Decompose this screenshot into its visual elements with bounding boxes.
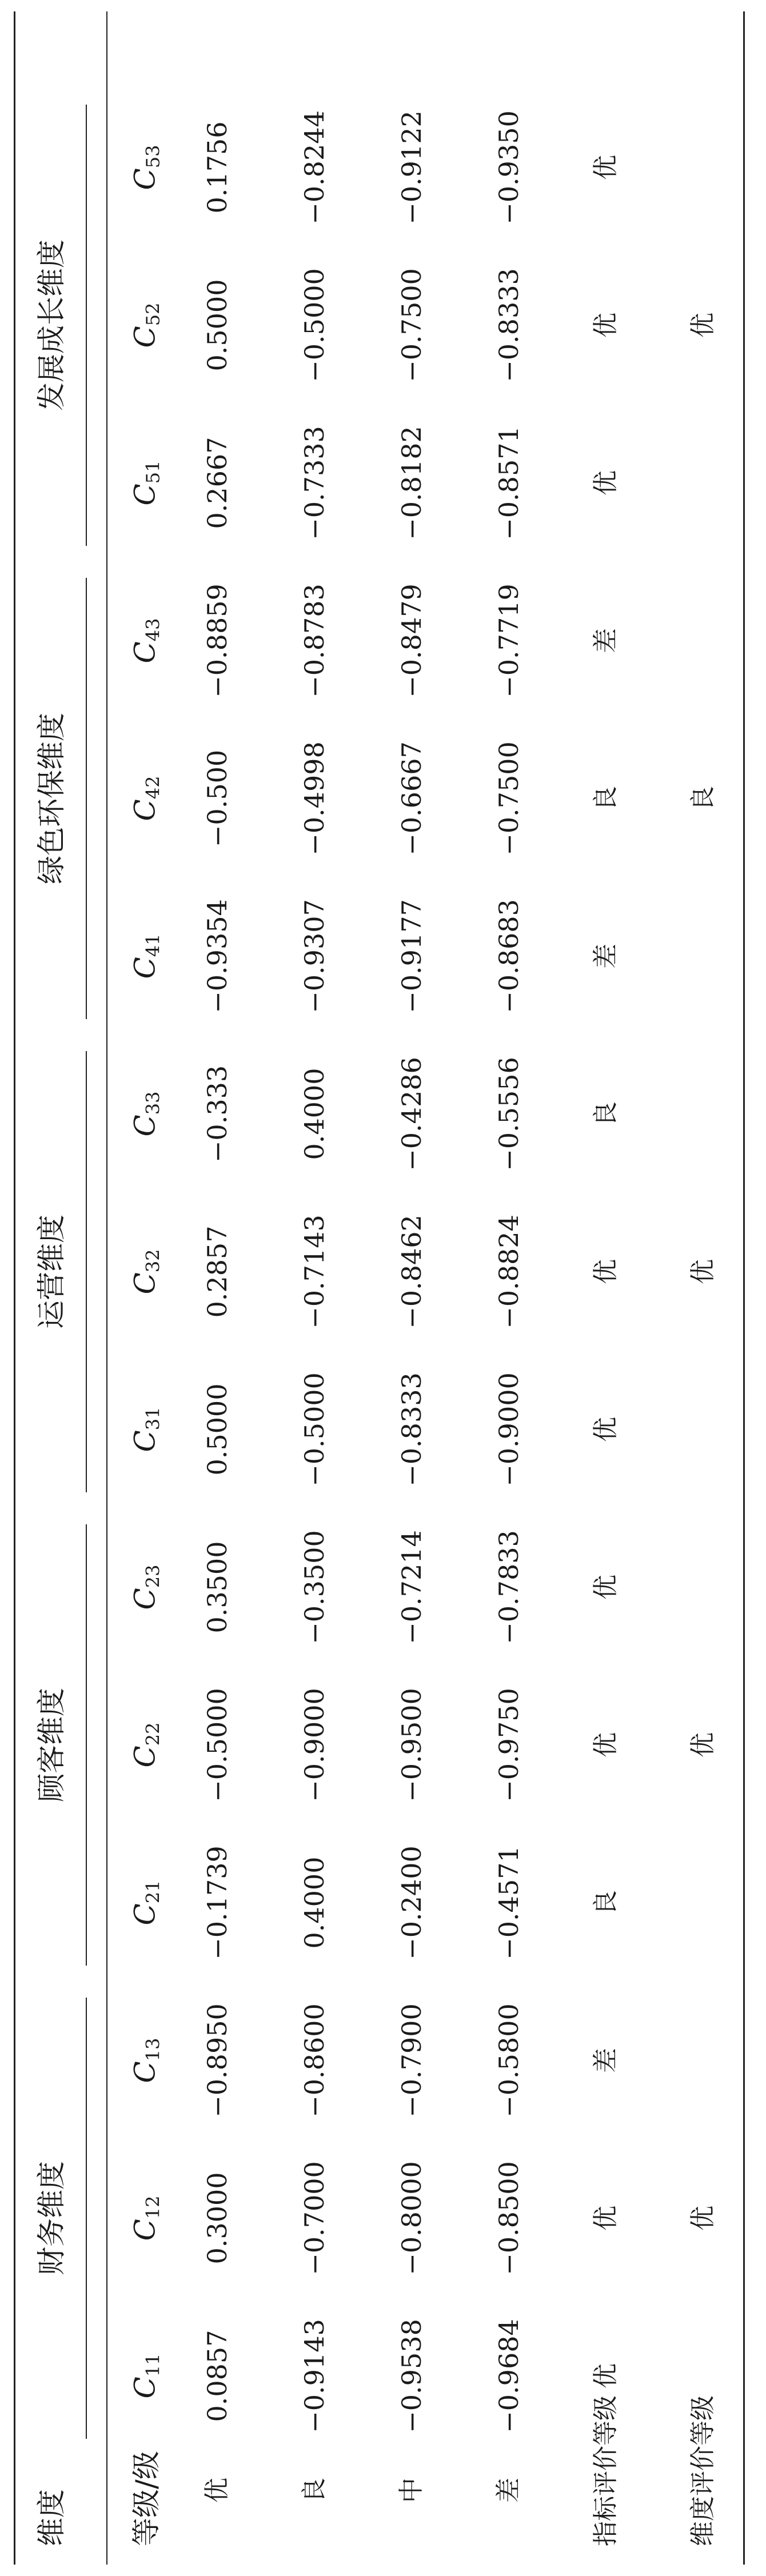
value-cell: −0.8244	[299, 110, 330, 225]
value-cell: 0.1756	[202, 121, 233, 214]
indicator-grade-cell: 良	[591, 1101, 620, 1127]
value-cell: 0.5000	[202, 1383, 233, 1476]
grade-label: 差	[494, 2478, 523, 2503]
value-cell: −0.4998	[299, 741, 330, 856]
indicator-grade-cell: 差	[591, 2048, 620, 2073]
grade-label: 良	[300, 2478, 329, 2503]
value-cell: 0.3500	[202, 1541, 233, 1634]
group-rule	[86, 105, 87, 546]
value-cell: −0.8333	[396, 1372, 427, 1487]
indicator-grade-cell: 差	[591, 944, 620, 969]
group-rule	[86, 578, 87, 1019]
value-cell: −0.9122	[396, 110, 427, 225]
value-cell: 0.2667	[202, 437, 233, 529]
value-cell: −0.7719	[493, 584, 524, 698]
top-rule	[14, 11, 15, 2565]
column-id: $C_{11}$	[128, 2353, 164, 2399]
value-cell: −0.5000	[299, 268, 330, 382]
value-cell: 0.3000	[202, 2172, 233, 2265]
column-id: $C_{52}$	[128, 302, 164, 348]
value-cell: −0.6667	[396, 741, 427, 856]
value-cell: −0.7333	[299, 426, 330, 540]
value-cell: −0.8683	[493, 899, 524, 1013]
value-cell: −0.4286	[396, 1057, 427, 1171]
indicator-grade-cell: 良	[591, 1890, 620, 1915]
group-header: 绿色环保维度	[35, 713, 68, 884]
column-id: $C_{41}$	[128, 933, 164, 979]
value-cell: −0.8571	[493, 426, 524, 540]
indicator-grade-cell: 优	[591, 1732, 620, 1758]
column-id: $C_{42}$	[128, 776, 164, 821]
dimension-grade-label: 维度评价等级	[688, 2395, 717, 2546]
group-rule	[86, 1998, 87, 2439]
column-id: $C_{12}$	[128, 2195, 164, 2241]
value-cell: −0.9000	[493, 1372, 524, 1487]
value-cell: −0.5000	[299, 1372, 330, 1487]
value-cell: −0.9684	[493, 2319, 524, 2433]
value-cell: −0.7000	[299, 2161, 330, 2275]
value-cell: −0.9354	[202, 899, 233, 1013]
column-id: $C_{32}$	[128, 1249, 164, 1295]
value-cell: −0.8600	[299, 2003, 330, 2118]
value-cell: −0.7214	[396, 1530, 427, 1644]
dimension-header: 维度	[35, 2489, 68, 2546]
header-rule	[106, 11, 107, 2565]
value-cell: −0.8783	[299, 584, 330, 698]
value-cell: −0.5000	[202, 1688, 233, 1802]
group-header: 发展成长维度	[35, 239, 68, 411]
value-cell: −0.2400	[396, 1846, 427, 1960]
value-cell: −0.9143	[299, 2319, 330, 2433]
indicator-grade-cell: 优	[591, 313, 620, 338]
group-header: 运营维度	[35, 1215, 68, 1329]
group-rule	[86, 1051, 87, 1492]
column-id: $C_{21}$	[128, 1880, 164, 1926]
grade-label: 中	[397, 2478, 426, 2503]
indicator-grade-cell: 差	[591, 628, 620, 653]
value-cell: 0.0857	[202, 2330, 233, 2422]
value-cell: −0.7833	[493, 1530, 524, 1644]
value-cell: −0.9350	[493, 110, 524, 225]
indicator-grade-cell: 优	[591, 2206, 620, 2231]
value-cell: −0.4571	[493, 1846, 524, 1960]
value-cell: −0.8500	[493, 2161, 524, 2275]
indicator-grade-cell: 优	[591, 2363, 620, 2389]
value-cell: 0.4000	[299, 1856, 330, 1949]
value-cell: −0.8479	[396, 584, 427, 698]
value-cell: −0.8859	[202, 584, 233, 698]
value-cell: −0.8000	[396, 2161, 427, 2275]
dimension-grade-cell: 优	[688, 1732, 717, 1758]
value-cell: −0.9177	[396, 899, 427, 1013]
column-id: $C_{23}$	[128, 1564, 164, 1610]
grade-label: 优	[202, 2478, 232, 2503]
value-cell: −0.9500	[396, 1688, 427, 1802]
value-cell: −0.5556	[493, 1057, 524, 1171]
value-cell: −0.7900	[396, 2003, 427, 2118]
value-cell: −0.3500	[299, 1530, 330, 1644]
indicator-grade-cell: 优	[591, 1417, 620, 1442]
indicator-grade-label: 指标评价等级	[591, 2395, 620, 2546]
value-cell: −0.500	[202, 749, 233, 848]
column-id: $C_{33}$	[128, 1091, 164, 1137]
value-cell: −0.7143	[299, 1215, 330, 1329]
indicator-grade-cell: 良	[591, 786, 620, 811]
indicator-grade-cell: 优	[591, 1259, 620, 1284]
bottom-rule	[743, 11, 745, 2565]
indicator-grade-cell: 优	[591, 470, 620, 496]
column-id: $C_{43}$	[128, 618, 164, 664]
value-cell: −0.8462	[396, 1215, 427, 1329]
value-cell: −0.8182	[396, 426, 427, 540]
group-rule	[86, 1524, 87, 1966]
indicator-grade-cell: 优	[591, 155, 620, 180]
value-cell: −0.9750	[493, 1688, 524, 1802]
group-header: 财务维度	[35, 2161, 68, 2275]
indicator-grade-cell: 优	[591, 1575, 620, 1600]
column-id: $C_{31}$	[128, 1407, 164, 1452]
value-cell: −0.9307	[299, 899, 330, 1013]
value-cell: −0.1739	[202, 1846, 233, 1960]
dimension-grade-cell: 良	[688, 786, 717, 811]
group-header: 顾客维度	[35, 1688, 68, 1802]
value-cell: 0.2857	[202, 1225, 233, 1318]
value-cell: −0.333	[202, 1065, 233, 1163]
grade-header: 等级/级	[130, 2451, 163, 2546]
value-cell: −0.9538	[396, 2319, 427, 2433]
dimension-grade-cell: 优	[688, 1259, 717, 1284]
value-cell: −0.8824	[493, 1215, 524, 1329]
value-cell: −0.9000	[299, 1688, 330, 1802]
value-cell: 0.4000	[299, 1068, 330, 1160]
column-id: $C_{22}$	[128, 1722, 164, 1768]
value-cell: −0.8950	[202, 2003, 233, 2118]
value-cell: 0.5000	[202, 279, 233, 372]
value-cell: −0.5800	[493, 2003, 524, 2118]
column-id: $C_{53}$	[128, 145, 164, 190]
column-id: $C_{51}$	[128, 460, 164, 506]
column-id: $C_{13}$	[128, 2038, 164, 2083]
dimension-grade-cell: 优	[688, 313, 717, 338]
dimension-grade-cell: 优	[688, 2206, 717, 2231]
value-cell: −0.7500	[396, 268, 427, 382]
value-cell: −0.7500	[493, 741, 524, 856]
value-cell: −0.8333	[493, 268, 524, 382]
